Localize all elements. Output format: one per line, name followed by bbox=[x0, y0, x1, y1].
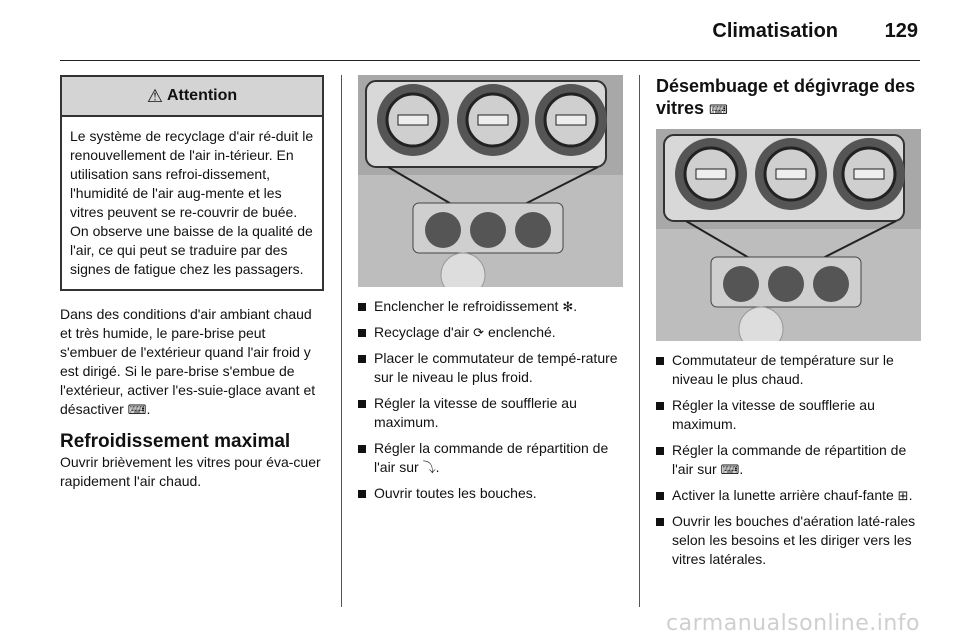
warning-box bbox=[60, 75, 324, 291]
list-item: Régler la vitesse de soufflerie au maximum. bbox=[656, 396, 921, 434]
windscreen-defrost-icon: ⌨ bbox=[709, 102, 728, 117]
windscreen-defrost-icon: ⌨ bbox=[127, 402, 147, 417]
dashboard-photo bbox=[656, 129, 921, 341]
column-left bbox=[60, 75, 324, 491]
rear-window-heater-icon: ⊞ bbox=[897, 488, 909, 503]
cooling-steps-list bbox=[358, 297, 623, 503]
humid-paragraph-text: Dans des conditions d'air ambiant chaud et très humide, le pare-brise peut s'embuer de l'extérieur quand l'air froid y est dirigé. Si le pare-brise s'embue de l'extérieur, activer l'es-suie-glace avant et désactiver bbox=[60, 306, 316, 417]
defrost-section-title: Désembuage et dégivrage des vitres ⌨ bbox=[656, 76, 916, 118]
list-item: Régler la vitesse de soufflerie au maximum. bbox=[358, 394, 623, 432]
list-item: Régler la commande de répartition de l'air sur ⤵. bbox=[358, 439, 623, 477]
page-number: 129 bbox=[884, 20, 918, 42]
list-item: Activer la lunette arrière chauf-fante ⊞. bbox=[656, 486, 921, 505]
column-right bbox=[656, 75, 921, 576]
warning-triangle-icon: ⚠ bbox=[146, 85, 163, 106]
warning-text: Le système de recyclage d'air ré-duit le renouvellement de l'air in-térieur. En utilisation sans refroi-dissement, l'humidité de l'air aug-mente et les vitres peuvent se re-couvrir de buée. On observe une baisse de la qualité de l'air, ce qui peut se traduire par des signes de fatigue chez les passagers. bbox=[70, 128, 314, 277]
humid-paragraph: Dans des conditions d'air ambiant chaud et très humide, le pare-brise peut s'embuer de l'extérieur quand l'air froid y est dirigé. Si le pare-brise s'embue de l'extérieur, activer l'es-suie-glace avant et désactiver ⌨. bbox=[60, 306, 316, 417]
warning-header bbox=[62, 77, 322, 117]
column-middle bbox=[358, 75, 623, 510]
list-item: Ouvrir les bouches d'aération laté-rales selon les besoins et les diriger vers les vitres latérales. bbox=[656, 512, 921, 569]
recirculation-icon: ⟳ bbox=[473, 325, 485, 340]
warning-title: Attention bbox=[166, 87, 238, 104]
list-item: Enclencher le refroidissement ✻. bbox=[358, 297, 623, 316]
page-title: Climatisation bbox=[712, 20, 838, 42]
windscreen-defrost-icon: ⌨ bbox=[720, 462, 740, 477]
dashboard-photo bbox=[358, 75, 623, 287]
max-cooling-heading: Refroidissement maximal bbox=[60, 431, 291, 452]
list-item: Ouvrir toutes les bouches. bbox=[358, 484, 623, 503]
max-cooling-paragraph: Ouvrir brièvement les vitres pour éva-cuer rapidement l'air chaud. bbox=[60, 454, 321, 489]
list-item: Régler la commande de répartition de l'air sur ⌨. bbox=[656, 441, 921, 479]
watermark: carmanualsonline.info bbox=[666, 611, 920, 636]
defrost-steps-list bbox=[656, 351, 921, 569]
column-divider bbox=[639, 75, 640, 607]
air-distribution-icon: ⤵ bbox=[422, 460, 436, 475]
cooling-icon: ✻ bbox=[562, 299, 574, 314]
list-item: Commutateur de température sur le niveau le plus chaud. bbox=[656, 351, 921, 389]
page-header bbox=[60, 0, 920, 61]
column-divider bbox=[341, 75, 342, 607]
list-item: Recyclage d'air ⟳ enclenché. bbox=[358, 323, 623, 342]
list-item: Placer le commutateur de tempé-rature sur le niveau le plus froid. bbox=[358, 349, 623, 387]
